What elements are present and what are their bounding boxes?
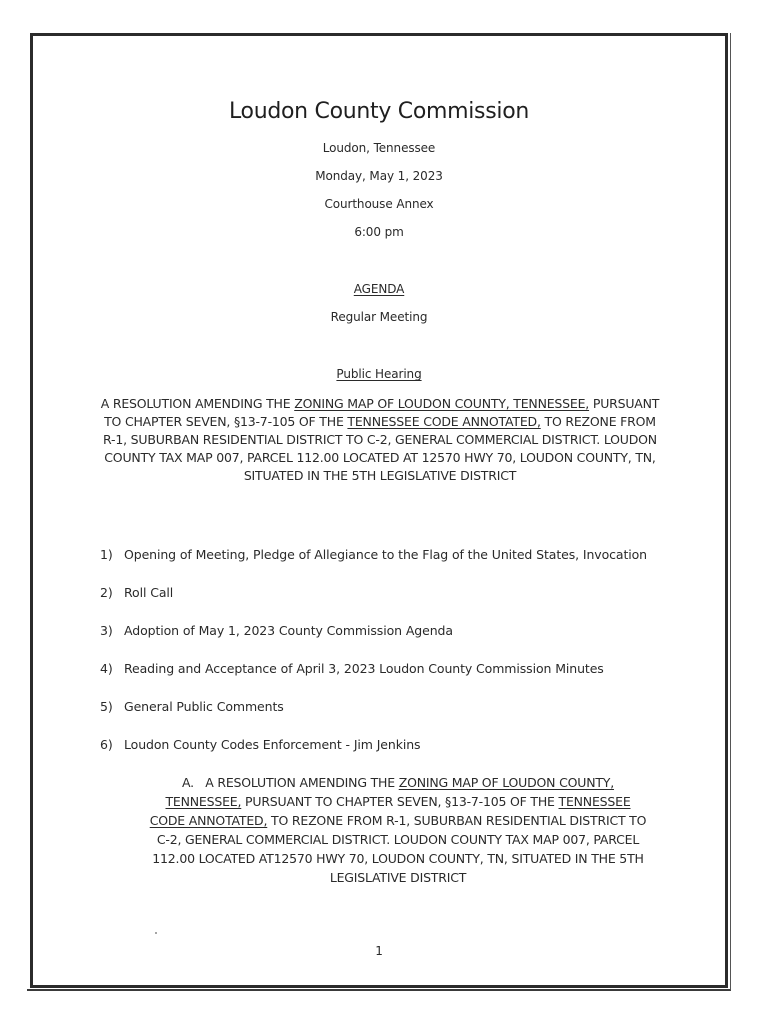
subitem-text: TO REZONE FROM R-1, SUBURBAN RESIDENTIAL DISTRICT TO C-2, GENERAL COMMERCIAL DISTRICT. LOUDON COUNTY TAX MAP 007, PARCEL 112.00 LOCATED AT12570 HWY 70, LOUDON COUNTY, TN, SITUATED IN THE 5TH LEGISLATIVE DISTRICT — [152, 813, 647, 885]
resolution-text: PURSUANT TO CHAPTER SEVEN, §13-7-105 OF THE — [104, 396, 660, 429]
subitem-text: A RESOLUTION AMENDING THE — [205, 775, 399, 790]
subitem-zoning-map: ZONING MAP OF LOUDON COUNTY, TENNESSEE, — [165, 775, 615, 809]
resolution-text: A RESOLUTION AMENDING THE — [100, 396, 295, 411]
agenda-heading-wrap — [30, 282, 728, 296]
item-text: Adoption of May 1, 2023 County Commission Agenda — [124, 623, 453, 638]
resolution-tca: TENNESSEE CODE ANNOTATED, — [347, 414, 541, 429]
item-number: 5) — [100, 699, 113, 714]
resolution-zoning-map: ZONING MAP OF LOUDON COUNTY, TENNESSEE, — [294, 396, 590, 411]
item-number: 3) — [100, 623, 113, 638]
document-title: Loudon County Commission — [228, 99, 530, 124]
agenda-item — [100, 547, 647, 562]
agenda-item — [100, 585, 173, 600]
public-hearing-heading: Public Hearing — [336, 367, 422, 381]
meeting-time: 6:00 pm — [354, 225, 404, 239]
agenda-item — [100, 699, 284, 714]
item-number: 6) — [100, 737, 113, 752]
subitem-letter: A. — [181, 775, 194, 790]
item-text: General Public Comments — [124, 699, 284, 714]
item-text: Roll Call — [124, 585, 174, 600]
public-hearing-resolution — [100, 395, 660, 485]
item-text: Reading and Acceptance of April 3, 2023 Loudon County Commission Minutes — [124, 661, 604, 676]
agenda-item — [100, 661, 604, 676]
item-number: 4) — [100, 661, 113, 676]
agenda-item — [100, 623, 453, 638]
subitem-tca: TENNESSEE CODE ANNOTATED, — [149, 794, 631, 828]
agenda-subheading: Regular Meeting — [330, 310, 428, 324]
public-hearing-heading-wrap — [30, 367, 728, 381]
agenda-item — [100, 737, 420, 752]
scan-speck — [155, 932, 157, 934]
subitem-text: PURSUANT TO CHAPTER SEVEN, §13-7-105 OF THE — [241, 794, 559, 809]
meeting-venue: Courthouse Annex — [324, 197, 434, 211]
item-number: 1) — [100, 547, 113, 562]
agenda-heading: AGENDA — [353, 282, 405, 296]
agenda-subitem — [148, 773, 648, 887]
meeting-date: Monday, May 1, 2023 — [315, 169, 443, 183]
resolution-text: TO REZONE FROM R-1, SUBURBAN RESIDENTIAL DISTRICT TO C-2, GENERAL COMMERCIAL DISTRICT. LOUDON COUNTY TAX MAP 007, PARCEL 112.00 LOCATED AT 12570 HWY 70, LOUDON COUNTY, TN, SITUATED IN THE 5TH LEGISLATIVE DISTRICT — [103, 414, 657, 483]
meeting-location: Loudon, Tennessee — [322, 141, 436, 155]
page-number: 1 — [375, 944, 383, 958]
item-number: 2) — [100, 585, 113, 600]
item-text: Opening of Meeting, Pledge of Allegiance to the Flag of the United States, Invocation — [124, 547, 647, 562]
item-text: Loudon County Codes Enforcement - Jim Jenkins — [124, 737, 421, 752]
